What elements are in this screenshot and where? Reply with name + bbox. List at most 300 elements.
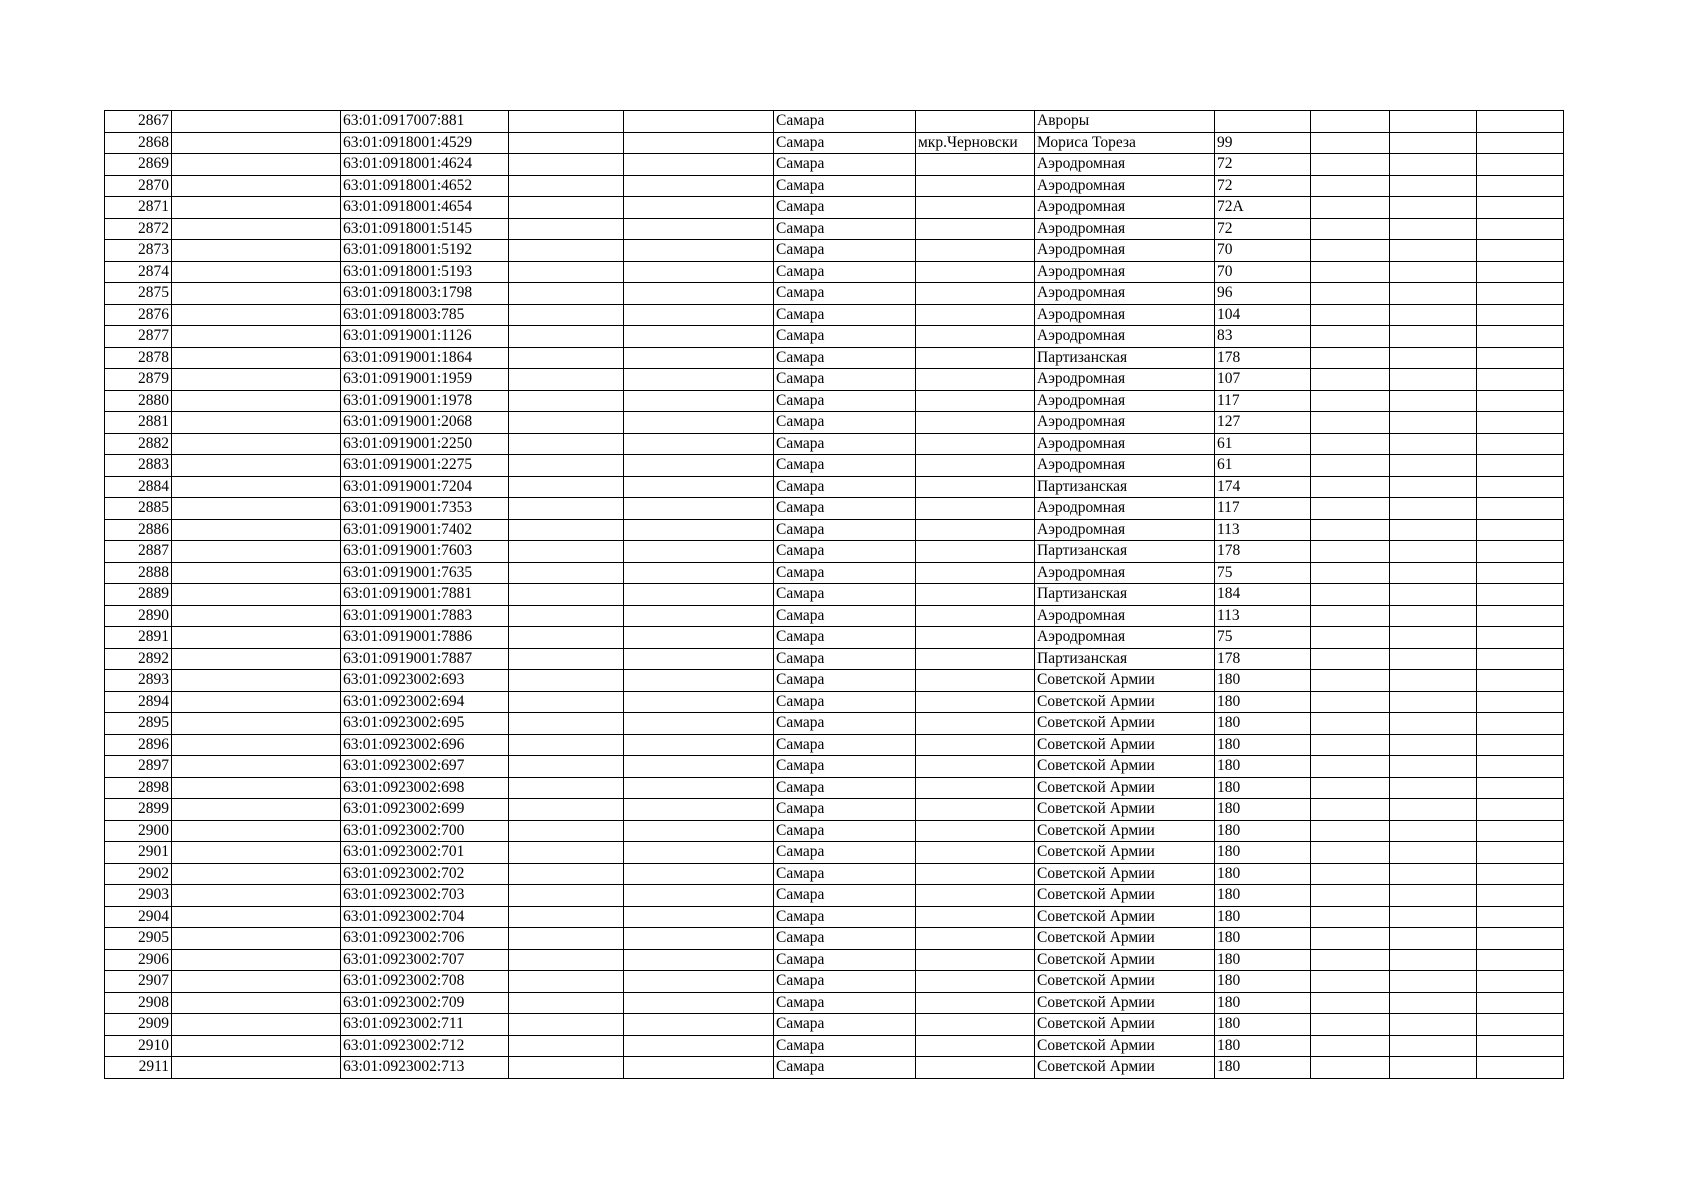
row-number-cell: 2907 [105,971,172,993]
row-number-cell: 2871 [105,197,172,219]
house-number-cell: 180 [1215,799,1311,821]
empty-cell [624,261,774,283]
cadastral-number-cell: 63:01:0919001:7204 [341,476,509,498]
empty-cell [1390,412,1477,434]
cadastral-number-cell: 63:01:0923002:701 [341,842,509,864]
empty-cell [509,1035,624,1057]
empty-cell [1311,648,1390,670]
empty-cell [624,132,774,154]
house-number-cell: 178 [1215,347,1311,369]
empty-cell [1311,111,1390,133]
row-number-cell: 2897 [105,756,172,778]
empty-cell [624,1035,774,1057]
cadastral-number-cell: 63:01:0923002:706 [341,928,509,950]
district-cell [916,476,1035,498]
street-cell: Советской Армии [1035,820,1215,842]
house-number-cell: 113 [1215,605,1311,627]
house-number-cell: 180 [1215,734,1311,756]
empty-cell [1390,218,1477,240]
table-row [105,1035,1564,1057]
cadastral-number-cell: 63:01:0923002:711 [341,1014,509,1036]
cadastral-number-cell: 63:01:0923002:696 [341,734,509,756]
district-cell [916,175,1035,197]
empty-cell [172,347,341,369]
empty-cell [1311,390,1390,412]
empty-cell [624,971,774,993]
empty-cell [624,691,774,713]
empty-cell [1311,885,1390,907]
empty-cell [1311,433,1390,455]
table-row [105,777,1564,799]
city-cell: Самара [774,627,916,649]
house-number-cell [1215,111,1311,133]
street-cell: Аэродромная [1035,627,1215,649]
table-row [105,132,1564,154]
empty-cell [624,304,774,326]
empty-cell [509,111,624,133]
district-cell [916,369,1035,391]
table-row [105,627,1564,649]
cadastral-number-cell: 63:01:0918001:4652 [341,175,509,197]
street-cell: Советской Армии [1035,1014,1215,1036]
street-cell: Аэродромная [1035,562,1215,584]
empty-cell [509,734,624,756]
row-number-cell: 2884 [105,476,172,498]
empty-cell [509,412,624,434]
empty-cell [509,971,624,993]
street-cell: Советской Армии [1035,949,1215,971]
empty-cell [172,562,341,584]
city-cell: Самара [774,734,916,756]
street-cell: Партизанская [1035,347,1215,369]
empty-cell [1390,713,1477,735]
city-cell: Самара [774,175,916,197]
empty-cell [1390,476,1477,498]
empty-cell [1390,863,1477,885]
empty-cell [509,154,624,176]
cadastral-number-cell: 63:01:0919001:7603 [341,541,509,563]
house-number-cell: 174 [1215,476,1311,498]
cadastral-number-cell: 63:01:0923002:695 [341,713,509,735]
city-cell: Самара [774,261,916,283]
empty-cell [509,949,624,971]
empty-cell [1311,412,1390,434]
cadastral-number-cell: 63:01:0919001:2068 [341,412,509,434]
empty-cell [624,1057,774,1079]
district-cell [916,756,1035,778]
empty-cell [509,584,624,606]
empty-cell [1477,971,1564,993]
cadastral-number-cell: 63:01:0919001:7402 [341,519,509,541]
row-number-cell: 2901 [105,842,172,864]
district-cell [916,283,1035,305]
street-cell: Советской Армии [1035,885,1215,907]
table-row [105,949,1564,971]
empty-cell [1477,820,1564,842]
district-cell [916,992,1035,1014]
city-cell: Самара [774,605,916,627]
empty-cell [624,906,774,928]
city-cell: Самара [774,498,916,520]
empty-cell [1311,820,1390,842]
house-number-cell: 180 [1215,863,1311,885]
empty-cell [1390,326,1477,348]
empty-cell [172,971,341,993]
cadastral-number-cell: 63:01:0919001:7886 [341,627,509,649]
empty-cell [172,1035,341,1057]
table-row [105,734,1564,756]
empty-cell [172,648,341,670]
empty-cell [624,756,774,778]
city-cell: Самара [774,863,916,885]
street-cell: Советской Армии [1035,670,1215,692]
empty-cell [1477,756,1564,778]
empty-cell [172,992,341,1014]
empty-cell [509,261,624,283]
empty-cell [172,433,341,455]
street-cell: Советской Армии [1035,799,1215,821]
empty-cell [509,476,624,498]
cadastral-number-cell: 63:01:0923002:702 [341,863,509,885]
cadastral-number-cell: 63:01:0919001:1978 [341,390,509,412]
district-cell [916,541,1035,563]
empty-cell [172,691,341,713]
table-row [105,433,1564,455]
empty-cell [172,670,341,692]
house-number-cell: 180 [1215,906,1311,928]
empty-cell [509,347,624,369]
city-cell: Самара [774,433,916,455]
empty-cell [1390,132,1477,154]
table-row [105,476,1564,498]
house-number-cell: 117 [1215,390,1311,412]
row-number-cell: 2898 [105,777,172,799]
street-cell: Советской Армии [1035,971,1215,993]
table-row [105,885,1564,907]
row-number-cell: 2895 [105,713,172,735]
city-cell: Самара [774,885,916,907]
empty-cell [172,734,341,756]
street-cell: Аэродромная [1035,519,1215,541]
city-cell: Самара [774,197,916,219]
house-number-cell: 180 [1215,777,1311,799]
house-number-cell: 180 [1215,756,1311,778]
city-cell: Самара [774,390,916,412]
row-number-cell: 2893 [105,670,172,692]
street-cell: Аэродромная [1035,304,1215,326]
empty-cell [1477,627,1564,649]
empty-cell [172,627,341,649]
empty-cell [1390,820,1477,842]
house-number-cell: 178 [1215,541,1311,563]
street-cell: Советской Армии [1035,842,1215,864]
empty-cell [624,455,774,477]
district-cell [916,347,1035,369]
street-cell: Аэродромная [1035,369,1215,391]
empty-cell [509,132,624,154]
empty-cell [624,541,774,563]
street-cell: Аэродромная [1035,326,1215,348]
cadastral-number-cell: 63:01:0923002:699 [341,799,509,821]
empty-cell [172,519,341,541]
empty-cell [1311,777,1390,799]
cadastral-number-cell: 63:01:0919001:7883 [341,605,509,627]
city-cell: Самара [774,906,916,928]
empty-cell [172,283,341,305]
cadastral-number-cell: 63:01:0919001:7635 [341,562,509,584]
empty-cell [509,627,624,649]
empty-cell [1477,197,1564,219]
empty-cell [509,304,624,326]
city-cell: Самара [774,154,916,176]
street-cell: Аэродромная [1035,412,1215,434]
row-number-cell: 2904 [105,906,172,928]
empty-cell [1311,670,1390,692]
cadastral-number-cell: 63:01:0919001:1126 [341,326,509,348]
empty-cell [1477,734,1564,756]
empty-cell [172,304,341,326]
cadastral-number-cell: 63:01:0918001:5145 [341,218,509,240]
house-number-cell: 72 [1215,218,1311,240]
empty-cell [624,498,774,520]
empty-cell [172,412,341,434]
empty-cell [509,691,624,713]
district-cell [916,627,1035,649]
empty-cell [1477,240,1564,262]
district-cell [916,412,1035,434]
street-cell: Советской Армии [1035,863,1215,885]
district-cell [916,605,1035,627]
city-cell: Самара [774,369,916,391]
empty-cell [1390,455,1477,477]
district-cell [916,455,1035,477]
city-cell: Самара [774,842,916,864]
empty-cell [1311,240,1390,262]
cadastral-number-cell: 63:01:0917007:881 [341,111,509,133]
empty-cell [1311,519,1390,541]
house-number-cell: 180 [1215,949,1311,971]
empty-cell [172,111,341,133]
empty-cell [1477,519,1564,541]
empty-cell [624,928,774,950]
street-cell: Аэродромная [1035,498,1215,520]
empty-cell [172,326,341,348]
empty-cell [1311,949,1390,971]
empty-cell [1390,885,1477,907]
city-cell: Самара [774,756,916,778]
district-cell [916,670,1035,692]
empty-cell [1390,283,1477,305]
empty-cell [172,197,341,219]
district-cell [916,390,1035,412]
house-number-cell: 104 [1215,304,1311,326]
street-cell: Аэродромная [1035,218,1215,240]
empty-cell [624,949,774,971]
empty-cell [624,390,774,412]
table-row [105,691,1564,713]
empty-cell [1311,175,1390,197]
table-row [105,605,1564,627]
empty-cell [509,842,624,864]
district-cell [916,326,1035,348]
empty-cell [172,1057,341,1079]
street-cell: Аэродромная [1035,261,1215,283]
empty-cell [1477,326,1564,348]
house-number-cell: 61 [1215,433,1311,455]
empty-cell [172,498,341,520]
table-row [105,756,1564,778]
empty-cell [509,605,624,627]
empty-cell [624,218,774,240]
row-number-cell: 2887 [105,541,172,563]
house-number-cell: 113 [1215,519,1311,541]
row-number-cell: 2877 [105,326,172,348]
cadastral-number-cell: 63:01:0919001:2275 [341,455,509,477]
empty-cell [509,433,624,455]
city-cell: Самара [774,584,916,606]
empty-cell [624,820,774,842]
empty-cell [172,541,341,563]
empty-cell [1477,584,1564,606]
street-cell: Советской Армии [1035,906,1215,928]
empty-cell [509,455,624,477]
empty-cell [624,197,774,219]
cadastral-number-cell: 63:01:0919001:1864 [341,347,509,369]
row-number-cell: 2896 [105,734,172,756]
street-cell: Советской Армии [1035,756,1215,778]
empty-cell [624,842,774,864]
empty-cell [1311,992,1390,1014]
house-number-cell: 180 [1215,820,1311,842]
row-number-cell: 2894 [105,691,172,713]
empty-cell [509,777,624,799]
empty-cell [624,240,774,262]
empty-cell [1390,756,1477,778]
house-number-cell: 99 [1215,132,1311,154]
empty-cell [1477,928,1564,950]
table-row [105,326,1564,348]
house-number-cell: 83 [1215,326,1311,348]
empty-cell [1390,842,1477,864]
city-cell: Самара [774,691,916,713]
street-cell: Аэродромная [1035,240,1215,262]
empty-cell [1477,111,1564,133]
district-cell [916,1014,1035,1036]
row-number-cell: 2902 [105,863,172,885]
table-row [105,562,1564,584]
street-cell: Аэродромная [1035,455,1215,477]
city-cell: Самара [774,820,916,842]
registry-table [104,110,1564,1079]
street-cell: Советской Армии [1035,928,1215,950]
empty-cell [172,885,341,907]
row-number-cell: 2909 [105,1014,172,1036]
empty-cell [509,197,624,219]
table-body [105,111,1564,1079]
table-row [105,648,1564,670]
row-number-cell: 2873 [105,240,172,262]
cadastral-number-cell: 63:01:0923002:704 [341,906,509,928]
empty-cell [624,584,774,606]
empty-cell [1390,111,1477,133]
table-row [105,369,1564,391]
empty-cell [509,175,624,197]
empty-cell [509,326,624,348]
cadastral-number-cell: 63:01:0923002:708 [341,971,509,993]
row-number-cell: 2881 [105,412,172,434]
district-cell: мкр.Черновски [916,132,1035,154]
row-number-cell: 2876 [105,304,172,326]
empty-cell [1390,605,1477,627]
city-cell: Самара [774,240,916,262]
empty-cell [1311,261,1390,283]
empty-cell [624,283,774,305]
empty-cell [1477,713,1564,735]
district-cell [916,648,1035,670]
table-row [105,1014,1564,1036]
district-cell [916,949,1035,971]
cadastral-number-cell: 63:01:0919001:7881 [341,584,509,606]
district-cell [916,906,1035,928]
empty-cell [624,326,774,348]
empty-cell [1477,777,1564,799]
empty-cell [1311,154,1390,176]
cadastral-number-cell: 63:01:0923002:700 [341,820,509,842]
street-cell: Советской Армии [1035,1057,1215,1079]
table-row [105,347,1564,369]
street-cell: Аэродромная [1035,390,1215,412]
empty-cell [1390,971,1477,993]
empty-cell [1477,476,1564,498]
row-number-cell: 2888 [105,562,172,584]
row-number-cell: 2880 [105,390,172,412]
empty-cell [509,799,624,821]
empty-cell [509,498,624,520]
empty-cell [1311,863,1390,885]
table-row [105,390,1564,412]
table-row [105,304,1564,326]
house-number-cell: 184 [1215,584,1311,606]
district-cell [916,863,1035,885]
empty-cell [172,756,341,778]
empty-cell [509,283,624,305]
cadastral-number-cell: 63:01:0923002:713 [341,1057,509,1079]
empty-cell [624,154,774,176]
empty-cell [1477,369,1564,391]
empty-cell [624,885,774,907]
empty-cell [624,863,774,885]
empty-cell [1390,390,1477,412]
empty-cell [1477,605,1564,627]
empty-cell [1477,132,1564,154]
district-cell [916,519,1035,541]
empty-cell [1477,691,1564,713]
empty-cell [509,648,624,670]
street-cell: Аэродромная [1035,175,1215,197]
empty-cell [1477,455,1564,477]
empty-cell [1477,670,1564,692]
empty-cell [1390,992,1477,1014]
city-cell: Самара [774,799,916,821]
empty-cell [509,519,624,541]
empty-cell [509,541,624,563]
district-cell [916,928,1035,950]
row-number-cell: 2900 [105,820,172,842]
empty-cell [624,992,774,1014]
row-number-cell: 2879 [105,369,172,391]
empty-cell [1477,433,1564,455]
city-cell: Самара [774,713,916,735]
